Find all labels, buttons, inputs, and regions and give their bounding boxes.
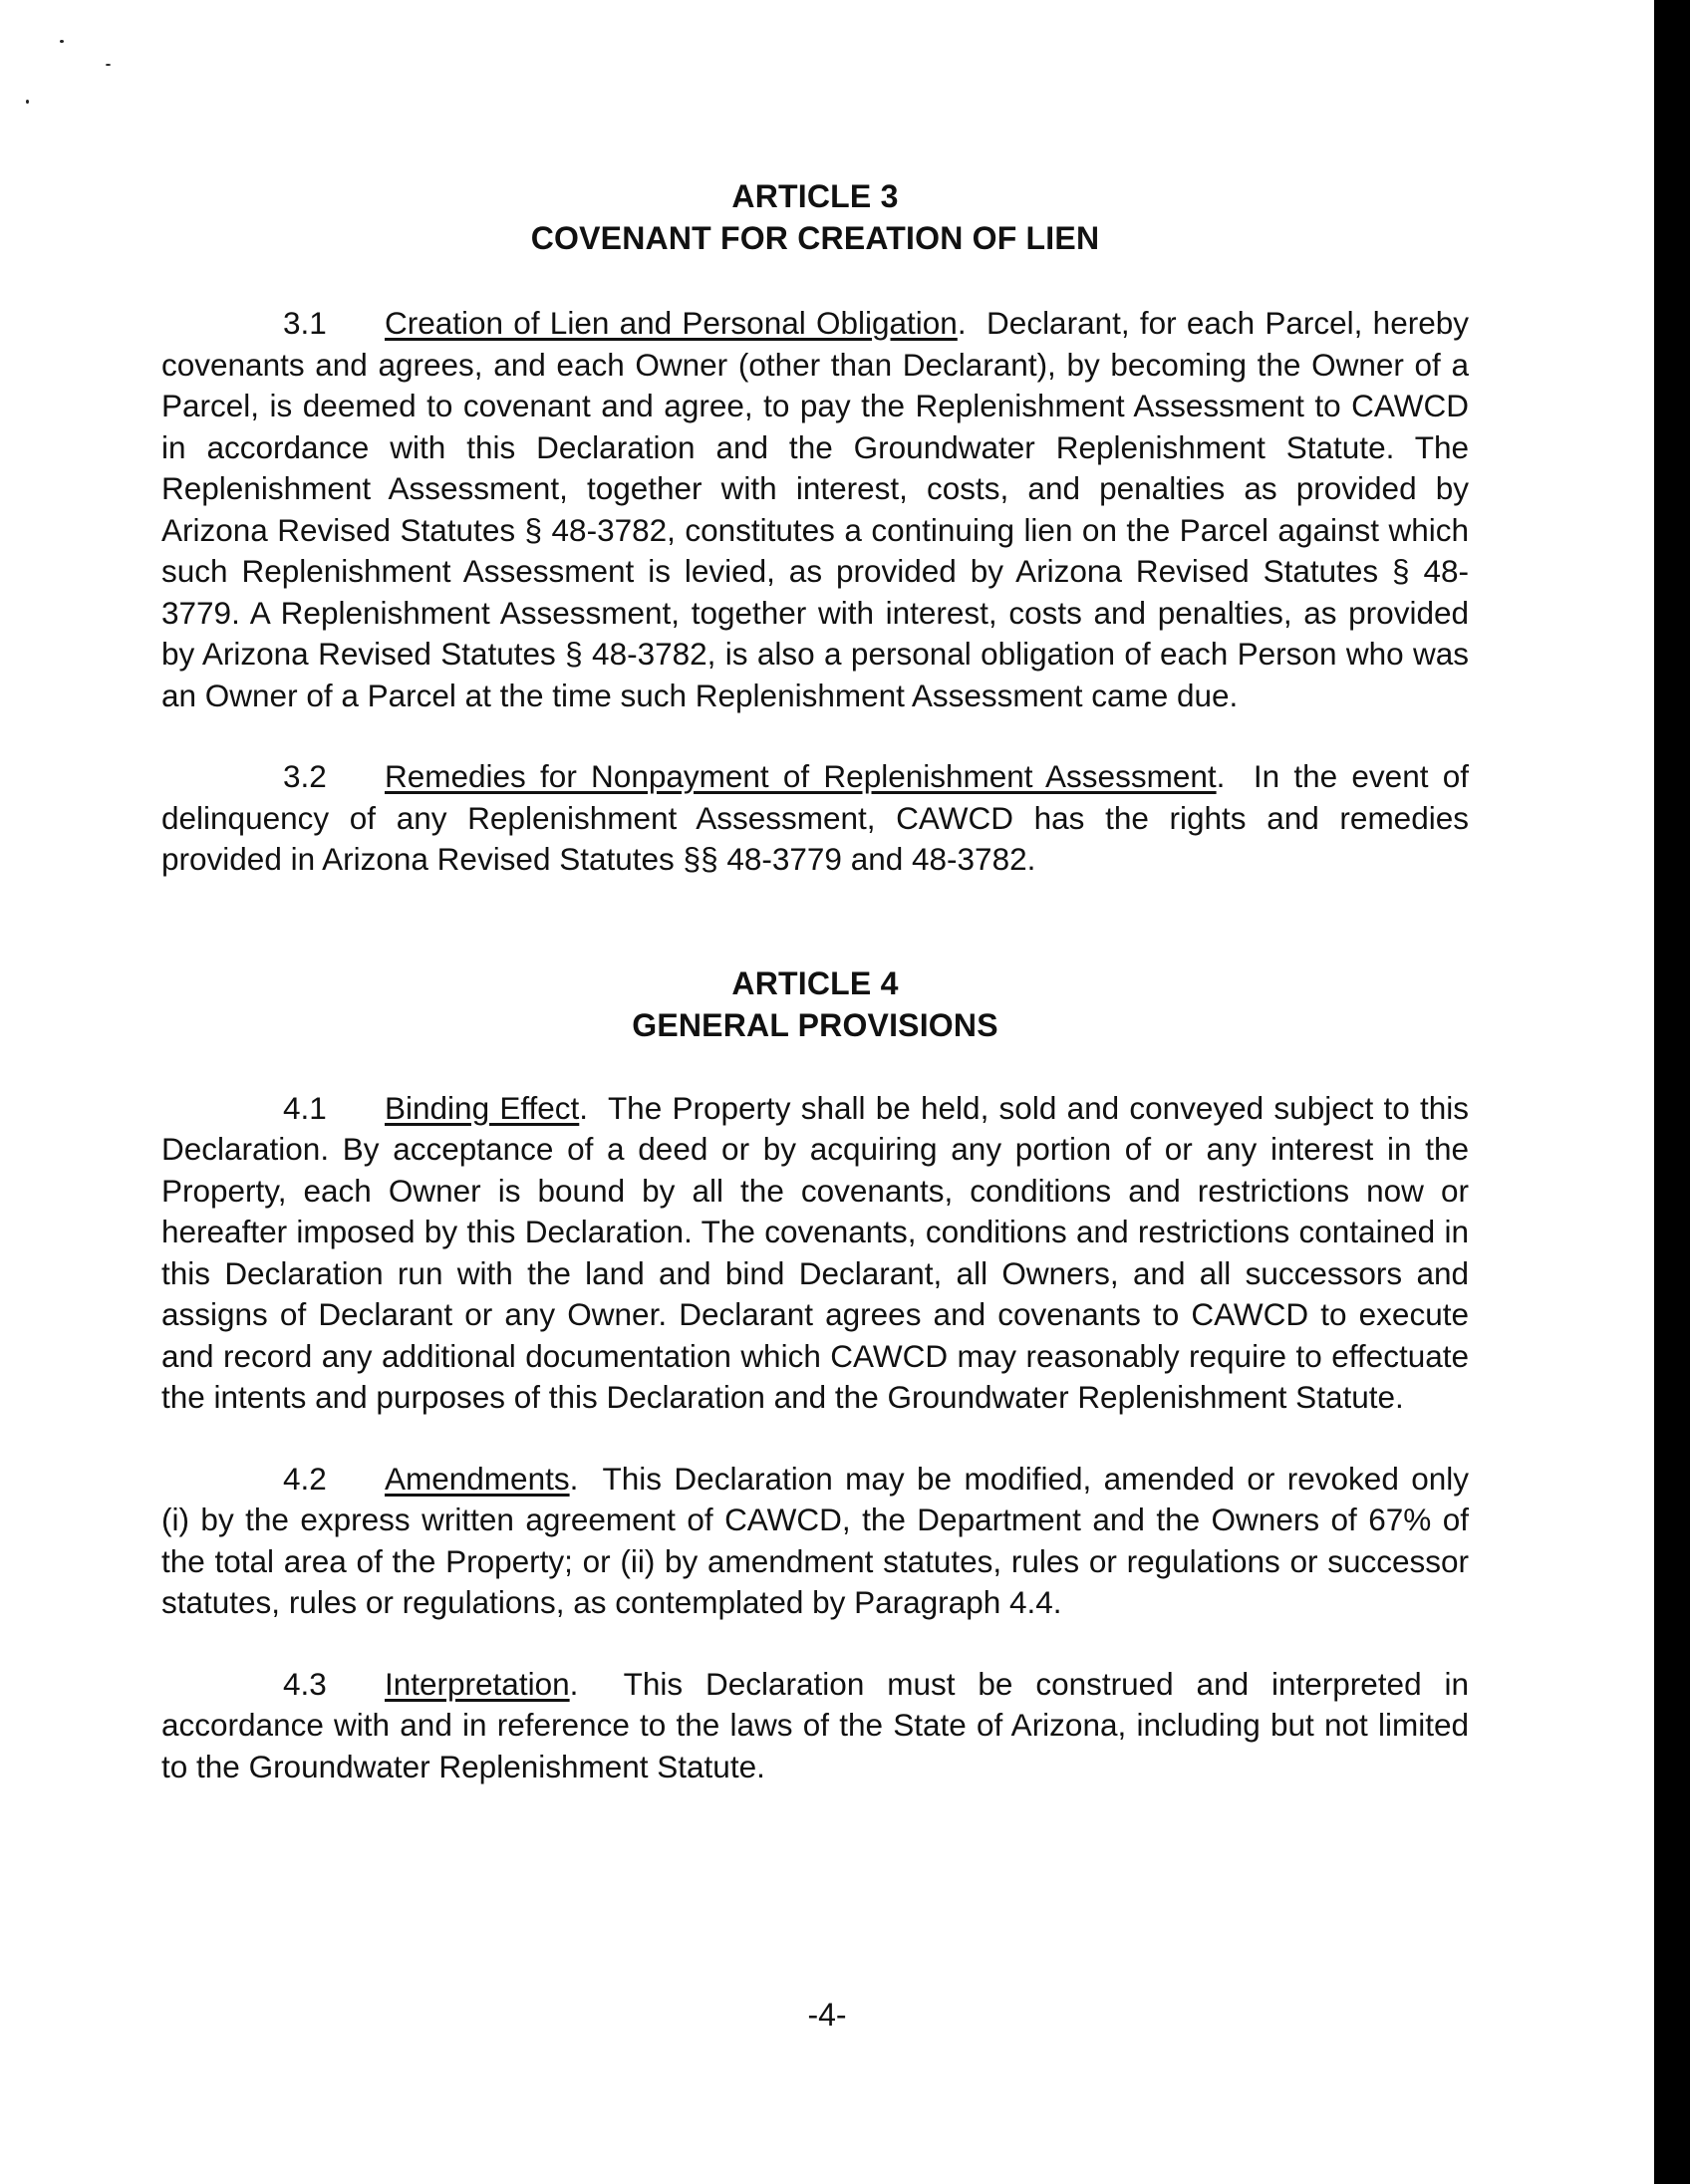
section-4-3: 4.3 Interpretation. This Declaration must be construed and interpreted in accordance with and in reference to the laws of the State of Arizona, including but not limited to the Groundwater Replenishment Statute.: [161, 1665, 1470, 1784]
scan-edge: [1654, 0, 1690, 2184]
section-4-1-number: 4.1: [283, 1089, 327, 1126]
section-4-3-caption: Interpretation: [385, 1665, 570, 1702]
article-3-heading: [161, 175, 1469, 259]
section-4-1-text: The Property shall be held, sold and conveyed subject to this Declaration. By acceptance of a deed or by acquiring any portion of or any interest in the Property, each Owner is bound by all the covenants, conditions and restrictions now or hereafter imposed by this Declaration. The covenants, conditions and restrictions contained in this Declaration run with the land and bind Declarant, all Owners, and all successors and assigns of Declarant or any Owner. Declarant agrees and covenants to CAWCD to execute and record any additional documentation which CAWCD may reasonably require to effectuate the intents and purposes of this Declaration and the Groundwater Replenishment Statute.: [161, 1089, 1469, 1415]
section-3-1-caption: Creation of Lien and Personal Obligation: [385, 305, 958, 341]
section-3-2-text: In the event of delinquency of any Replenishment Assessment, CAWCD has the rights and remedies provided in Arizona Revised Statutes §§ 48-3779 and 48-3782.: [161, 758, 1469, 877]
section-3-2-caption: Remedies for Nonpayment of Replenishment Assessment: [385, 758, 1217, 794]
section-4-2-caption: Amendments: [385, 1460, 570, 1497]
section-3-1: 3.1 Creation of Lien and Personal Obligation. Declarant, for each Parcel, hereby covenants and agrees, and each Owner (other than Declarant), by becoming the Owner of a Parcel, is deemed to covenant and agree, to pay the Replenishment Assessment to CAWCD in accordance with this Declaration and the Groundwater Replenishment Statute. The Replenishment Assessment, together with interest, costs, and penalties as provided by Arizona Revised Statutes § 48-3782, constitutes a continuing lien on the Parcel against which such Replenishment Assessment is levied, as provided by Arizona Revised Statutes § 48-3779. A Replenishment Assessment, together with interest, costs and penalties, as provided by Arizona Revised Statutes § 48-3782, is also a personal obligation of each Person who was an Owner of a Parcel at the time such Replenishment Assessment came due.: [161, 305, 1469, 713]
article-3-number: ARTICLE 3: [731, 178, 899, 214]
section-4-2: 4.2 Amendments. This Declaration may be modified, amended or revoked only (i) by the express written agreement of CAWCD, the Department and the Owners of 67% of the total area of the Property; or (ii) by amendment statutes, rules or regulations or successor statutes, rules or regulations, as contemplated by Paragraph 4.4.: [161, 1460, 1469, 1620]
section-4-2-text: This Declaration may be modified, amended or revoked only (i) by the express written agreement of CAWCD, the Department and the Owners of 67% of the total area of the Property; or (ii) by amendment statutes, rules or regulations or successor statutes, rules or regulations, as contemplated by Paragraph 4.4.: [161, 1460, 1469, 1620]
section-4-1: 4.1 Binding Effect. The Property shall be held, sold and conveyed subject to this Declaration. By acceptance of a deed or by acquiring any portion of or any interest in the Property, each Owner is bound by all the covenants, conditions and restrictions now or hereafter imposed by this Declaration. The covenants, conditions and restrictions contained in this Declaration run with the land and bind Declarant, all Owners, and all successors and assigns of Declarant or any Owner. Declarant agrees and covenants to CAWCD to execute and record any additional documentation which CAWCD may reasonably require to effectuate the intents and purposes of this Declaration and the Groundwater Replenishment Statute.: [161, 1089, 1469, 1415]
section-4-1-caption: Binding Effect: [385, 1089, 580, 1126]
section-3-1-number: 3.1: [283, 305, 327, 341]
article-4-heading: [161, 962, 1469, 1046]
scan-speck: [60, 40, 64, 43]
document-page: [161, 169, 1469, 1787]
scan-speck: [26, 100, 29, 104]
section-3-2: 3.2 Remedies for Nonpayment of Replenishment Assessment. In the event of delinquency of any Replenishment Assessment, CAWCD has the rights and remedies provided in Arizona Revised Statutes §§ 48-3779 and 48-3782.: [161, 758, 1469, 877]
section-3-2-number: 3.2: [283, 758, 327, 794]
section-4-3-text: This Declaration must be construed and interpreted in accordance with and in reference to the laws of the State of Arizona, including but not limited to the Groundwater Replenishment Statute.: [161, 1665, 1470, 1784]
scan-speck: [106, 64, 111, 66]
article-4-number: ARTICLE 4: [731, 964, 899, 1001]
article-4-title: GENERAL PROVISIONS: [632, 1006, 998, 1043]
page-number: -4-: [807, 1997, 847, 2033]
section-3-1-text: Declarant, for each Parcel, hereby covenants and agrees, and each Owner (other than Declarant), by becoming the Owner of a Parcel, is deemed to covenant and agree, to pay the Replenishment Assessment to CAWCD in accordance with this Declaration and the Groundwater Replenishment Statute. The Replenishment Assessment, together with interest, costs, and penalties as provided by Arizona Revised Statutes § 48-3782, constitutes a continuing lien on the Parcel against which such Replenishment Assessment is levied, as provided by Arizona Revised Statutes § 48-3779. A Replenishment Assessment, together with interest, costs and penalties, as provided by Arizona Revised Statutes § 48-3782, is also a personal obligation of each Person who was an Owner of a Parcel at the time such Replenishment Assessment came due.: [161, 305, 1469, 713]
article-3-title: COVENANT FOR CREATION OF LIEN: [530, 220, 1100, 256]
section-4-3-number: 4.3: [283, 1665, 327, 1702]
section-4-2-number: 4.2: [283, 1460, 327, 1497]
